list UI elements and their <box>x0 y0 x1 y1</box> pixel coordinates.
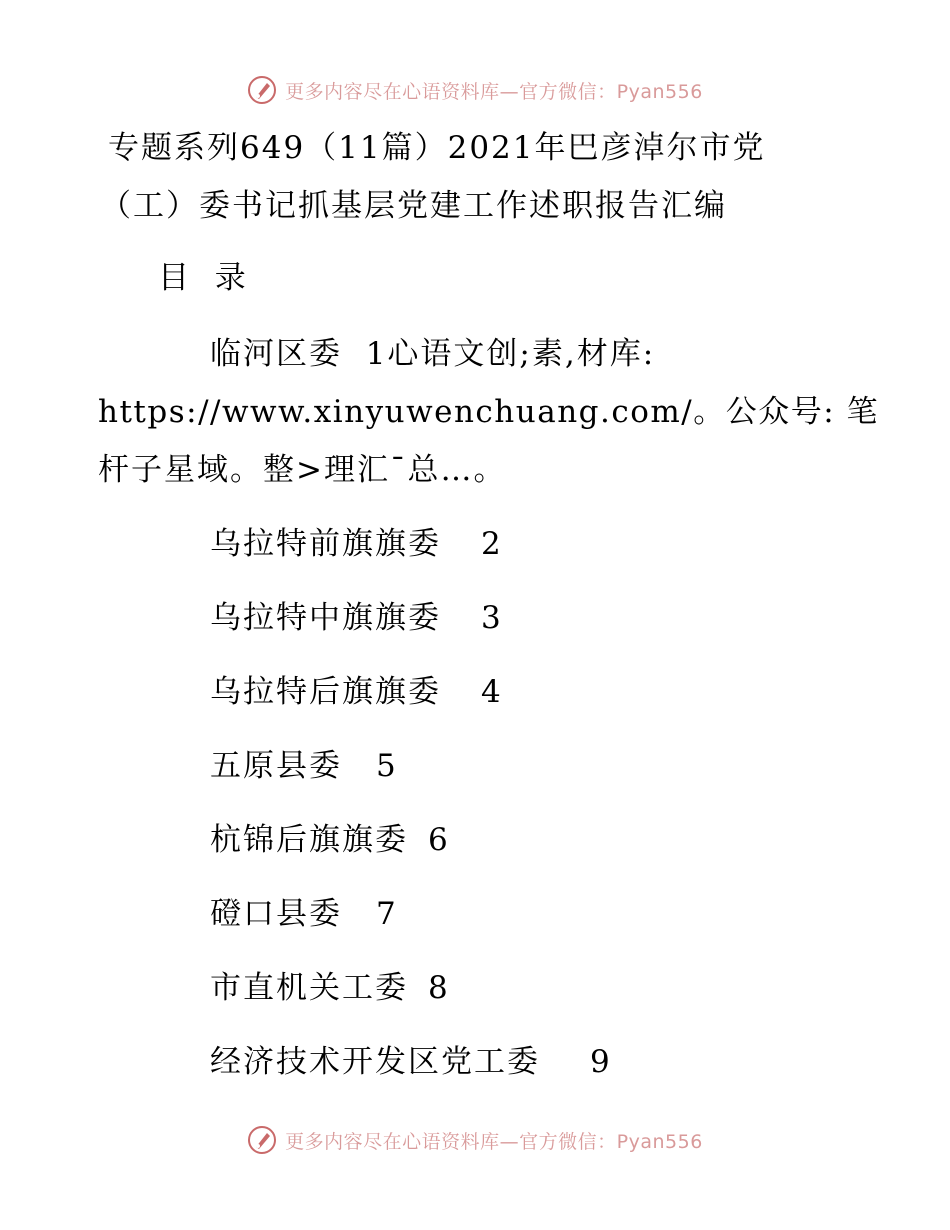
document-title-line-2: （工）委书记抓基层党建工作述职报告汇编 <box>100 188 727 224</box>
toc-entry-label: 乌拉特前旗旗委 <box>210 526 441 562</box>
toc-entry <box>210 1042 612 1082</box>
toc-entry-1-line-2: https://www.xinyuwenchuang.com/。公众号: 笔 <box>98 394 880 430</box>
header-banner <box>0 70 950 110</box>
toc-entry-page: 9 <box>590 1044 612 1080</box>
toc-entry-label: 磴口县委 <box>210 896 342 932</box>
toc-entry <box>210 524 503 564</box>
toc-entry-label: 市直机关工委 <box>210 970 408 1006</box>
pen-nib-logo-icon <box>247 1125 277 1155</box>
toc-entry-label: 乌拉特后旗旗委 <box>210 674 441 710</box>
toc-entry-1-line-1: 临河区委 1心语文创;素,材库: <box>210 336 656 372</box>
footer-banner <box>0 1120 950 1160</box>
toc-entry-page: 4 <box>481 674 503 710</box>
toc-entry-page: 6 <box>428 822 450 858</box>
toc-entry-1-line-3: 杆子星域。整>理汇¯总…。 <box>98 452 507 488</box>
toc-entry-label: 经济技术开发区党工委 <box>210 1044 540 1080</box>
toc-entry-label: 五原县委 <box>210 748 342 784</box>
toc-entry <box>210 968 450 1008</box>
toc-entry <box>210 894 398 934</box>
toc-entry-label: 乌拉特中旗旗委 <box>210 600 441 636</box>
banner-text: 更多内容尽在心语资料库—官方微信：Pyan556 <box>285 80 703 103</box>
toc-entry-page: 5 <box>376 748 398 784</box>
toc-entry-page: 7 <box>376 896 398 932</box>
toc-entry-page: 3 <box>481 600 503 636</box>
toc-entry-page: 2 <box>481 526 503 562</box>
banner-text: 更多内容尽在心语资料库—官方微信：Pyan556 <box>285 1130 703 1153</box>
toc-entry <box>210 598 503 638</box>
toc-entry <box>210 672 503 712</box>
toc-entry-label: 杭锦后旗旗委 <box>210 822 408 858</box>
toc-entry <box>210 820 450 860</box>
pen-nib-logo-icon <box>247 75 277 105</box>
toc-entry <box>210 746 398 786</box>
toc-entry-page: 8 <box>428 970 450 1006</box>
document-title-line-1: 专题系列649（11篇）2021年巴彦淖尔市党 <box>108 130 766 166</box>
toc-heading: 目 录 <box>158 260 248 296</box>
